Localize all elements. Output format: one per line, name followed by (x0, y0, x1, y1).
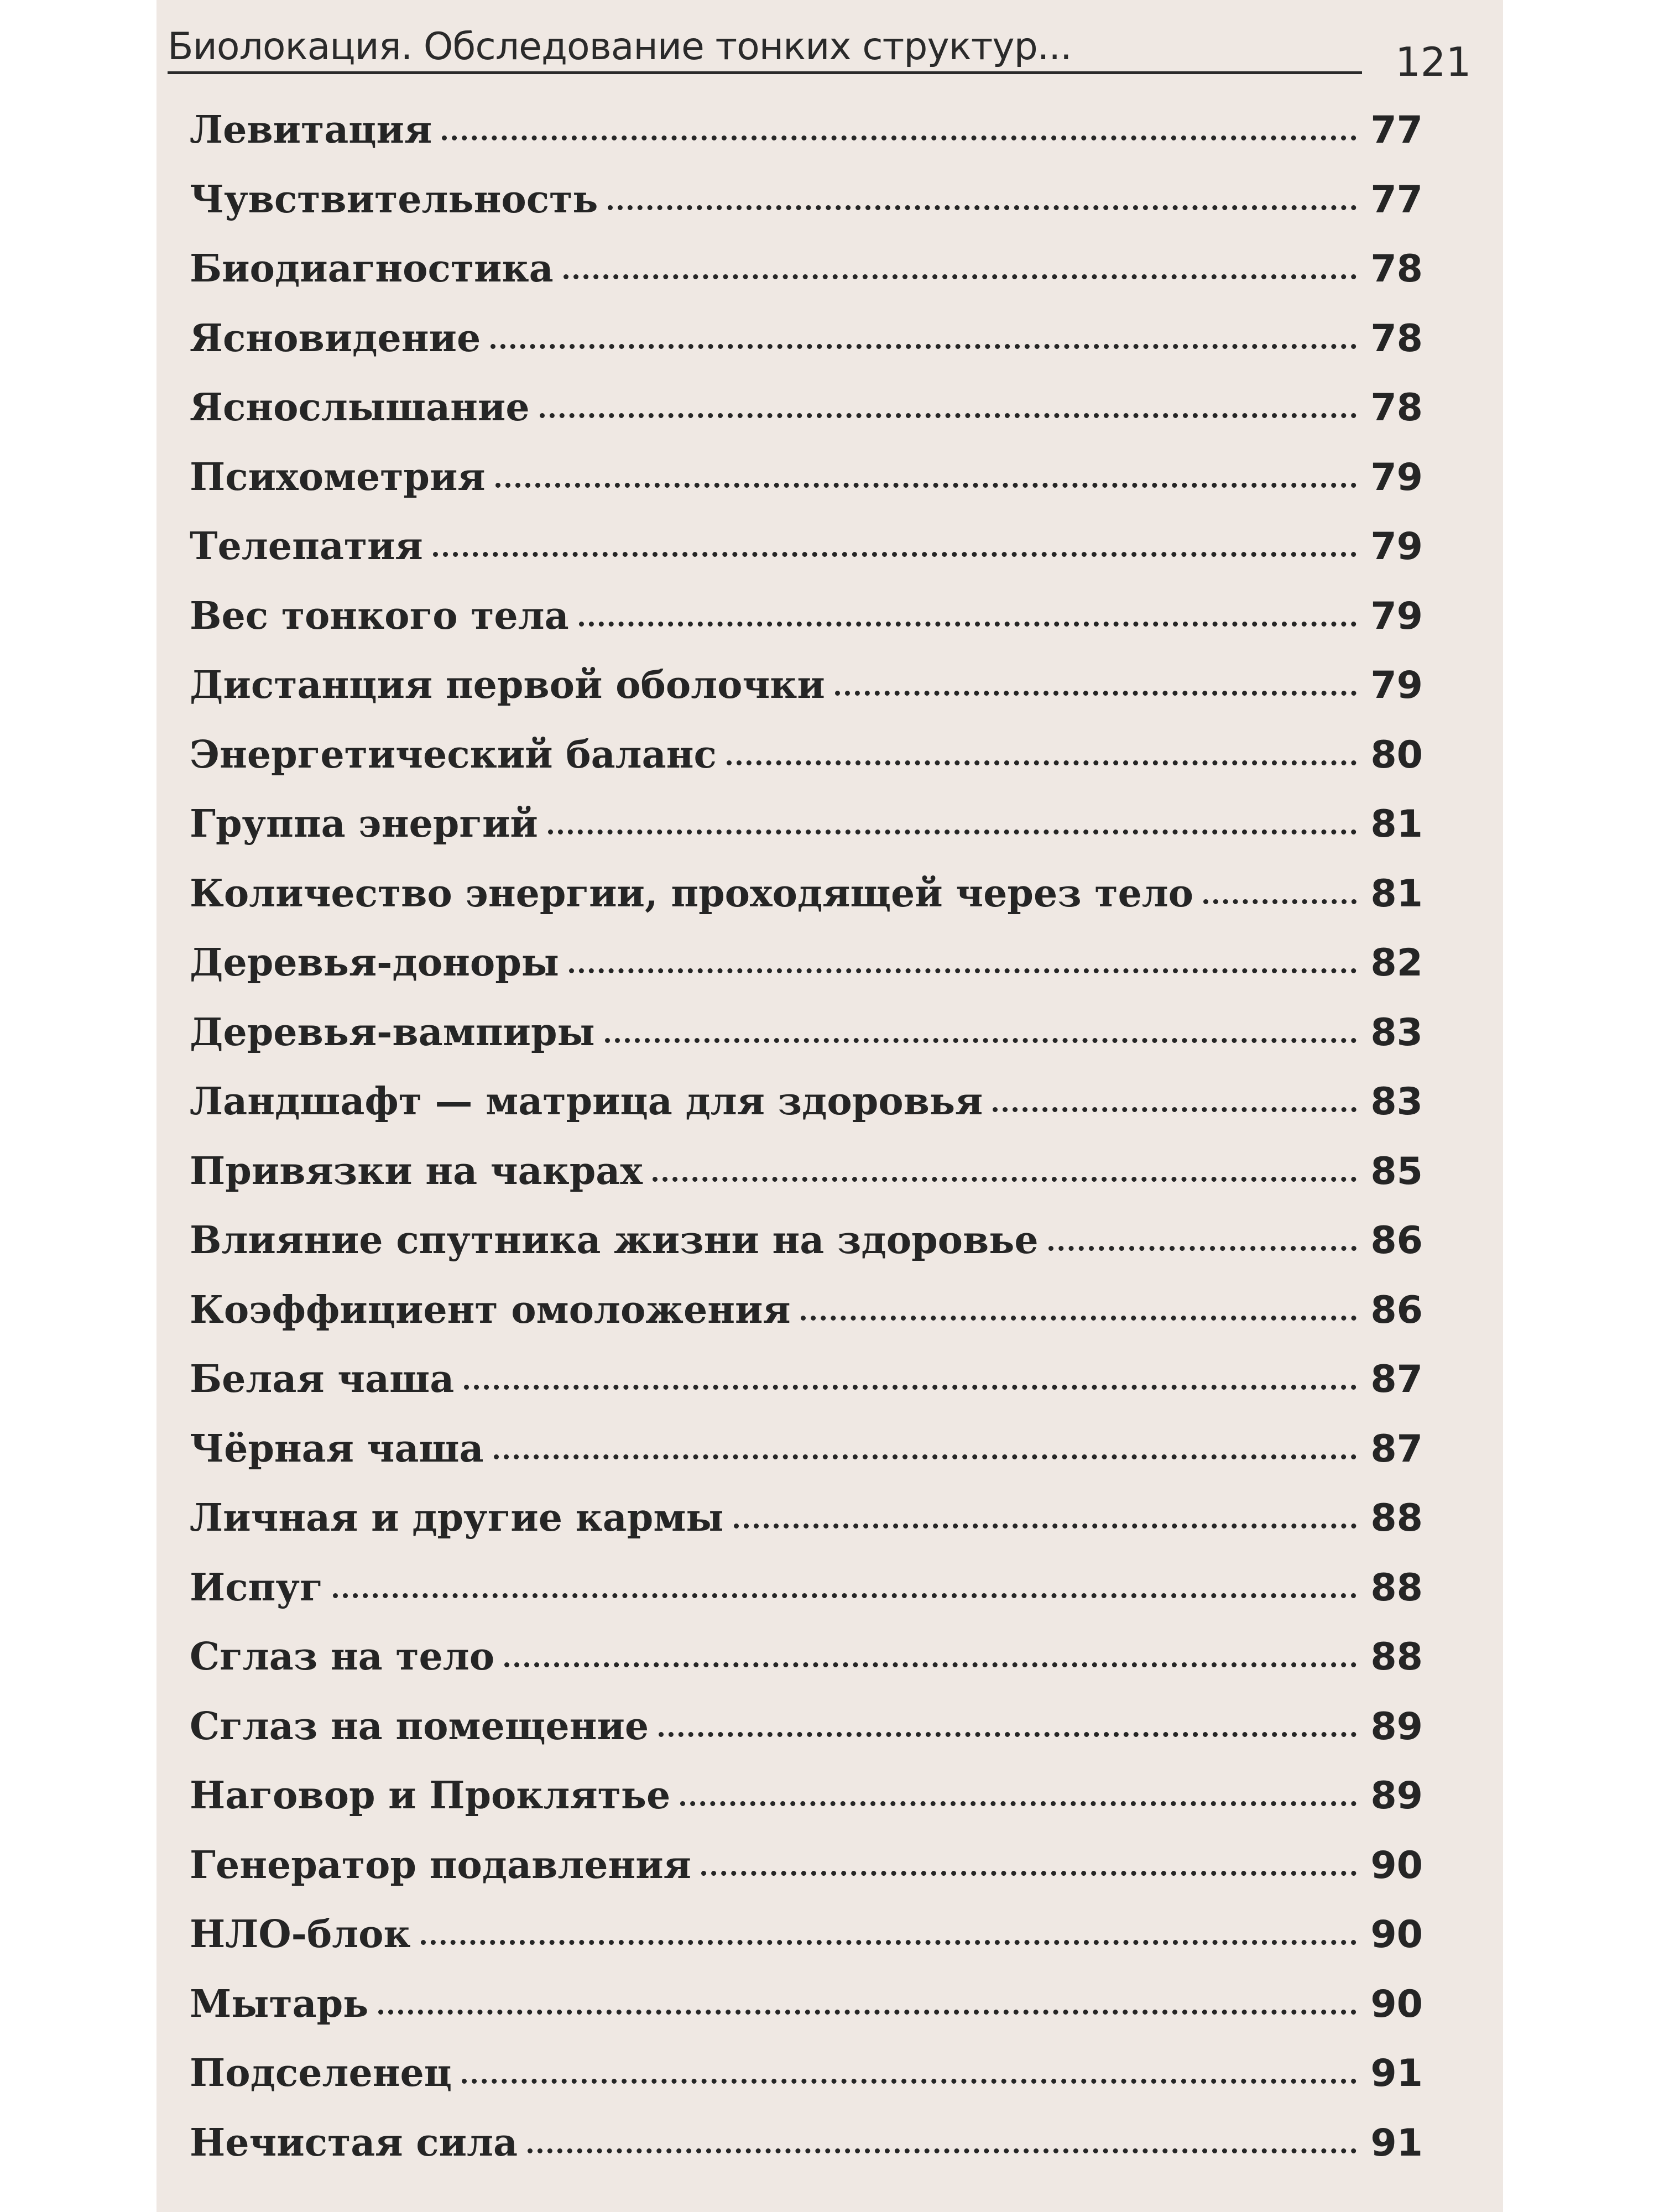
dot-leader (993, 1107, 1357, 1112)
toc-entry (190, 802, 1423, 872)
toc-entry (190, 1427, 1423, 1496)
dot-leader (1048, 1246, 1357, 1251)
toc-entry-page: 82 (1370, 941, 1423, 985)
toc-entry (190, 1982, 1423, 2052)
toc-entry (190, 594, 1423, 664)
dot-leader (548, 830, 1357, 834)
toc-entry (190, 247, 1423, 316)
toc-entry-page: 88 (1370, 1635, 1423, 1679)
dot-leader (494, 1454, 1357, 1459)
toc-entry (190, 316, 1423, 386)
toc-entry-page: 81 (1370, 872, 1423, 916)
toc-entry (190, 1357, 1423, 1427)
dot-leader (680, 1801, 1357, 1806)
dot-leader (421, 1940, 1357, 1945)
toc-entry-title: Подселенец (190, 2051, 452, 2095)
toc-entry (190, 2121, 1423, 2190)
dot-leader (734, 1524, 1357, 1528)
toc-entry (190, 455, 1423, 525)
toc-entry (190, 941, 1423, 1010)
dot-leader (495, 483, 1357, 488)
toc-entry-title: Телепатия (190, 524, 423, 568)
toc-entry-title: Психометрия (190, 455, 486, 499)
toc-entry-title: Сглаз на тело (190, 1635, 495, 1679)
toc-entry (190, 872, 1423, 941)
toc-entry-page: 80 (1370, 733, 1423, 777)
toc-entry-title: Биодиагностика (190, 247, 554, 291)
toc-entry (190, 663, 1423, 733)
dot-leader (378, 2010, 1357, 2015)
toc-entry-title: Ясновидение (190, 316, 481, 361)
toc-entry-page: 78 (1370, 386, 1423, 430)
dot-leader (464, 1385, 1357, 1390)
toc-entry (190, 1635, 1423, 1704)
book-page (156, 0, 1503, 2212)
dot-leader (701, 1871, 1357, 1876)
table-of-contents (190, 108, 1423, 2190)
header-rule (168, 71, 1362, 74)
dot-leader (333, 1593, 1357, 1598)
toc-entry-page: 87 (1370, 1358, 1423, 1401)
toc-entry-page: 89 (1370, 1774, 1423, 1818)
dot-leader (564, 274, 1357, 279)
toc-entry (190, 1912, 1423, 1982)
toc-entry-title: Белая чаша (190, 1357, 455, 1401)
toc-entry-title: Мытарь (190, 1981, 369, 2026)
toc-entry (190, 1843, 1423, 1913)
toc-entry-title: Нечистая сила (190, 2120, 518, 2165)
toc-entry-title: Группа энергий (190, 802, 538, 846)
toc-entry-title: Деревья-доноры (190, 941, 559, 985)
toc-entry (190, 2051, 1423, 2121)
dot-leader (608, 205, 1357, 210)
toc-entry-title: Ландшафт — матрица для здоровья (190, 1079, 983, 1124)
dot-leader (528, 2148, 1357, 2153)
dot-leader (727, 760, 1357, 765)
toc-entry-page: 88 (1370, 1496, 1423, 1540)
dot-leader (801, 1316, 1357, 1321)
toc-entry-page: 79 (1370, 455, 1423, 499)
toc-entry (190, 524, 1423, 594)
toc-entry (190, 733, 1423, 802)
toc-entry-page: 78 (1370, 316, 1423, 361)
toc-entry (190, 1566, 1423, 1635)
toc-entry (190, 1288, 1423, 1358)
toc-entry (190, 1773, 1423, 1843)
toc-entry-title: Количество энергии, проходящей через тело (190, 871, 1194, 916)
toc-entry-page: 77 (1370, 108, 1423, 152)
toc-entry-page: 90 (1370, 1982, 1423, 2026)
toc-entry-page: 83 (1370, 1080, 1423, 1124)
toc-entry-title: Влияние спутника жизни на здоровье (190, 1218, 1039, 1262)
toc-entry-page: 77 (1370, 178, 1423, 222)
dot-leader (653, 1177, 1357, 1182)
toc-entry-title: Генератор подавления (190, 1843, 691, 1887)
dot-leader (569, 968, 1357, 973)
dot-leader (504, 1662, 1357, 1667)
toc-entry-page: 91 (1370, 2121, 1423, 2165)
toc-entry-title: Испуг (190, 1565, 323, 1610)
dot-leader (579, 622, 1357, 627)
toc-entry-title: Коэффициент омоложения (190, 1287, 791, 1332)
dot-leader (442, 135, 1357, 140)
toc-entry (190, 385, 1423, 455)
dot-leader (1203, 899, 1357, 904)
toc-entry-page: 88 (1370, 1566, 1423, 1610)
toc-entry-title: Привязки на чакрах (190, 1149, 643, 1193)
toc-entry (190, 108, 1423, 178)
toc-entry-title: Дистанция первой оболочки (190, 663, 825, 707)
toc-entry-page: 79 (1370, 594, 1423, 638)
toc-entry-page: 83 (1370, 1010, 1423, 1055)
toc-entry-title: Чёрная чаша (190, 1426, 484, 1471)
toc-entry-title: Вес тонкого тела (190, 593, 569, 638)
toc-entry-page: 90 (1370, 1843, 1423, 1887)
toc-entry-page: 86 (1370, 1219, 1423, 1262)
toc-entry-page: 79 (1370, 664, 1423, 707)
toc-entry-page: 91 (1370, 2052, 1423, 2095)
dot-leader (491, 344, 1357, 349)
toc-entry (190, 1496, 1423, 1566)
toc-entry-page: 81 (1370, 802, 1423, 846)
toc-entry-title: Наговор и Проклятье (190, 1773, 671, 1818)
dot-leader (659, 1732, 1357, 1737)
toc-entry-page: 85 (1370, 1149, 1423, 1193)
toc-entry-title: Личная и другие кармы (190, 1496, 724, 1540)
toc-entry (190, 1704, 1423, 1774)
toc-entry-page: 86 (1370, 1288, 1423, 1332)
toc-entry-page: 90 (1370, 1913, 1423, 1957)
dot-leader (835, 691, 1357, 696)
toc-entry (190, 1079, 1423, 1149)
toc-entry-title: Левитация (190, 108, 432, 152)
toc-entry (190, 1010, 1423, 1080)
toc-entry (190, 178, 1423, 247)
running-title: Биолокация. Обследование тонких структур... (168, 25, 1072, 69)
toc-entry-title: Чувствительность (190, 177, 598, 222)
dot-leader (462, 2079, 1357, 2084)
toc-entry-page: 89 (1370, 1704, 1423, 1749)
toc-entry-title: Энергетический баланс (190, 732, 717, 777)
toc-entry-page: 78 (1370, 247, 1423, 291)
dot-leader (433, 552, 1357, 557)
toc-entry-page: 87 (1370, 1427, 1423, 1471)
toc-entry (190, 1149, 1423, 1219)
toc-entry-page: 79 (1370, 525, 1423, 568)
dot-leader (540, 413, 1357, 418)
toc-entry-title: Деревья-вампиры (190, 1010, 595, 1055)
page-header (156, 0, 1503, 122)
toc-entry-title: НЛО-блок (190, 1912, 411, 1957)
toc-entry-title: Яснослышание (190, 385, 530, 430)
dot-leader (605, 1038, 1357, 1043)
toc-entry-title: Сглаз на помещение (190, 1704, 649, 1749)
toc-entry (190, 1218, 1423, 1288)
page-number: 121 (1395, 39, 1472, 85)
